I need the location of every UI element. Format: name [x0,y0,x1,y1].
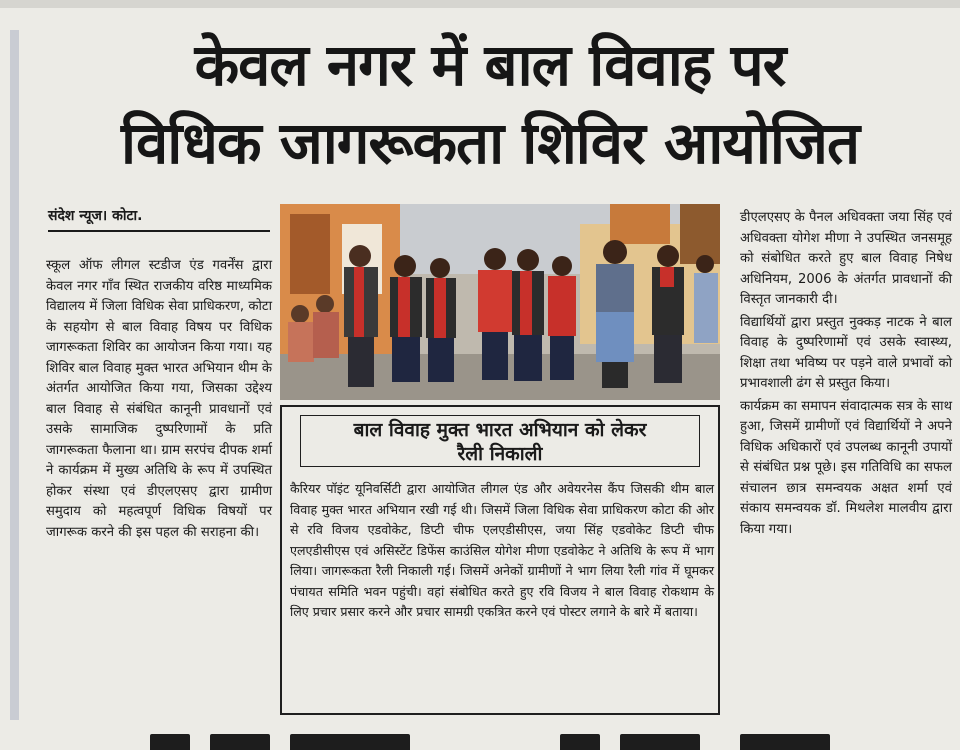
headline-line-1: केवल नगर में बाल विवाह पर [194,31,786,99]
sidebar-headline-line-1: बाल विवाह मुक्त भारत अभियान को लेकर [353,419,647,441]
left-column [46,256,272,543]
right-column-paragraph-2: विद्यार्थियों द्वारा प्रस्तुत नुक्कड़ नाटक ने बाल विवाह के दुष्परिणामों एवं उसके स्वास्थ्य, शिक्षा तथा भविष्य पर पड़ने वाले प्रभावों को प्रभावशाली ढंग से प्रस्तुत किया। [740,314,952,391]
cutoff-glyph [740,734,830,750]
cutoff-glyph [560,734,600,750]
headline-line-2: विधिक जागरूकता शिविर आयोजित [121,109,859,177]
students-group-photo [280,204,720,400]
dateline-rule [48,230,270,232]
left-margin-bar [10,30,19,720]
sidebar-story-box [280,405,720,715]
sidebar-story-headline [300,415,700,467]
right-column-paragraph-1: डीएलएसए के पैनल अधिवक्ता जया सिंह एवं अधिवक्ता योगेश मीणा ने उपस्थित जनसमूह को संबोधित करते हुए बाल विवाह निषेध अधिनियम, 2006 के अंतर्गत प्रावधानों की विस्तृत जानकारी दी। [740,210,952,307]
cutoff-glyph [620,734,700,750]
right-column [740,208,952,540]
headline [30,26,950,182]
dateline: संदेश न्यूज। कोटा. [48,208,143,224]
right-column-paragraph-3: कार्यक्रम का समापन संवादात्मक सत्र के साथ हुआ, जिसमें ग्रामीणों एवं विद्यार्थियों ने अपने विधिक अधिकारों एवं उपलब्ध कानूनी उपायों से संबंधित प्रश्न पूछे। इस गतिविधि का सफल संचालन छात्र समन्वयक अक्षत शर्मा एवं संकाय समन्वयक डॉ. मिथलेश मालवीय द्वारा किया गया। [740,398,952,537]
sidebar-headline-line-2: रैली निकाली [457,443,543,465]
cutoff-glyph [290,734,410,750]
news-photo [280,204,720,400]
cutoff-glyph [210,734,270,750]
left-column-text: स्कूल ऑफ लीगल स्टडीज एंड गवर्नेंस द्वारा केवल नगर गाँव स्थित राजकीय वरिष्ठ माध्यमिक विद्यालय में जिला विधिक सेवा प्राधिकरण, कोटा के सहयोग से बाल विवाह विषय पर विधिक जागरूकता शिविर का आयोजन किया गया। यह शिविर बाल विवाह मुक्त भारत अभियान थीम के अंतर्गत आयोजित किया गया, जिसका उद्देश्य बाल विवाह से संबंधित कानूनी प्रावधानों एवं उसके सामाजिक दुष्परिणामों के प्रति जागरूकता फैलाना था। ग्राम सरपंच दीपक शर्मा ने कार्यक्रम में मुख्य अतिथि के रूप में उपस्थित होकर संस्था एवं डीएलएसए द्वारा ग्रामीण समुदाय को महत्वपूर्ण विधिक विषयों पर जागरूक करने की इस पहल की सराहना की। [46,258,272,540]
next-headline-cutoff [0,726,960,750]
sidebar-story-body: कैरियर पॉइंट यूनिवर्सिटी द्वारा आयोजित लीगल एंड और अवेयरनेस कैंप जिसकी थीम बाल विवाह मुक्त भारत अभियान रखी गई थी। जिसमें जिला विधिक सेवा प्राधिकरण कोटा की ओर से रवि विजय एडवोकेट, डिप्टी चीफ एलएडीसीएस, जया सिंह एडवोकेट डिप्टी चीफ एलएडीसीएस एवं असिस्टेंट डिफेंस काउंसिल योगेश मीणा एडवोकेट ने अतिथि के रूप में भाग लिया। जागरूकता रैली निकाली गई। जिसमें अनेकों ग्रामीणों ने भाग लिया रैली गांव में घूमकर पंचायत समिति भवन पहुंची। वहां संबोधित करते हुए रवि विजय ने बाल विवाह रोकथाम के लिए प्रचार प्रसार करने और प्रचार सामग्री एकत्रित करने एवं पोस्टर लगाने के बारे में बताया। [290,481,714,619]
cutoff-glyph [150,734,190,750]
top-rule [0,0,960,8]
